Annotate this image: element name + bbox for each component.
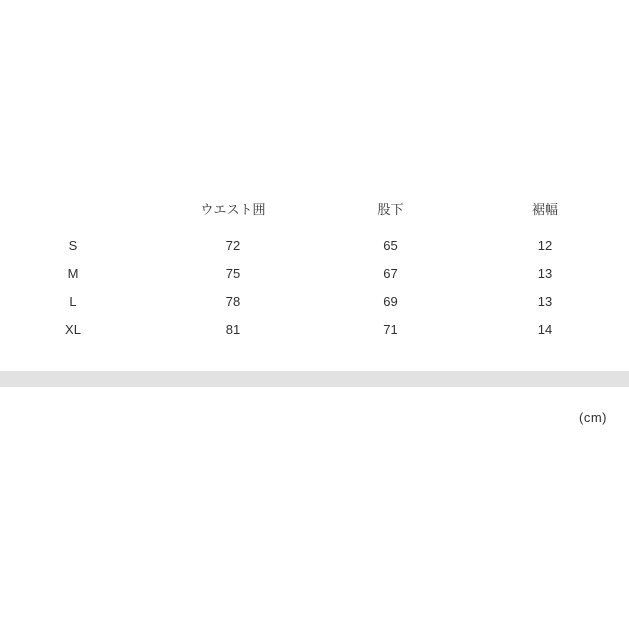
- cell-inseam: [320, 260, 475, 288]
- cell-hem-width-text: 12: [537, 238, 553, 253]
- table-row: [0, 232, 629, 260]
- cell-waist-text: 72: [225, 238, 241, 253]
- cell-inseam-text: 71: [383, 322, 398, 337]
- cell-waist-text: 75: [225, 266, 241, 281]
- section-divider: [0, 371, 629, 387]
- cell-hem-width: [475, 316, 629, 344]
- cell-waist: [160, 260, 320, 288]
- cell-hem-width-text: 14: [537, 322, 553, 337]
- column-header-waist-label: ウエスト囲: [200, 202, 266, 217]
- row-size-text: S: [68, 238, 78, 253]
- cell-hem-width-text: 13: [537, 266, 553, 281]
- cell-waist: [160, 316, 320, 344]
- unit-note: (cm): [579, 410, 607, 425]
- cell-inseam: [320, 232, 475, 260]
- column-header-inseam-label: 股下: [377, 202, 404, 217]
- row-size-label: [0, 260, 160, 288]
- cell-inseam-text: 67: [383, 266, 398, 281]
- row-size-text: M: [67, 266, 79, 281]
- table-row: [0, 316, 629, 344]
- row-size-label: [0, 316, 160, 344]
- cell-waist-text: 81: [225, 322, 241, 337]
- column-header-inseam: [320, 196, 475, 232]
- column-header-waist: [160, 196, 320, 232]
- cell-inseam-text: 65: [383, 238, 398, 253]
- cell-hem-width-text: 13: [537, 294, 553, 309]
- cell-inseam: [320, 316, 475, 344]
- cell-inseam: [320, 288, 475, 316]
- row-size-text: XL: [65, 322, 81, 337]
- table-header-row: [0, 196, 629, 232]
- row-size-label: [0, 232, 160, 260]
- cell-hem-width: [475, 288, 629, 316]
- column-header-size: [0, 196, 160, 232]
- column-header-hem-width-label: 裾幅: [531, 202, 558, 217]
- table-row: [0, 260, 629, 288]
- row-size-label: [0, 288, 160, 316]
- row-size-text: L: [69, 294, 77, 309]
- cell-inseam-text: 69: [383, 294, 398, 309]
- cell-hem-width: [475, 232, 629, 260]
- table-body: [0, 232, 629, 344]
- cell-waist-text: 78: [225, 294, 241, 309]
- cell-hem-width: [475, 260, 629, 288]
- cell-waist: [160, 288, 320, 316]
- table-row: [0, 288, 629, 316]
- table-header: [0, 196, 629, 232]
- cell-waist: [160, 232, 320, 260]
- size-table: [0, 196, 629, 344]
- column-header-hem-width: [475, 196, 629, 232]
